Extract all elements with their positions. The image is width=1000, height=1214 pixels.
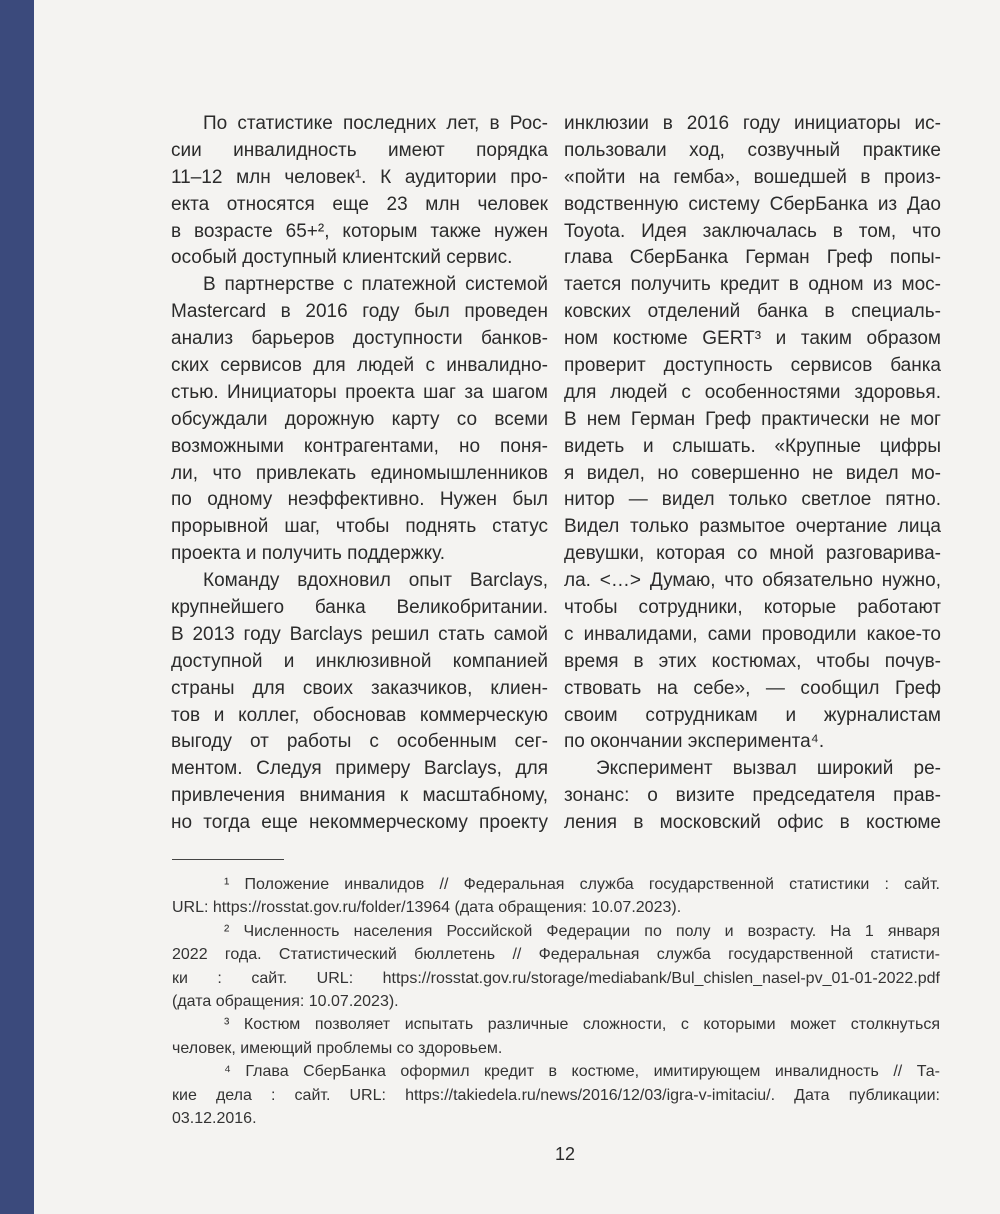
text-line: ствовать на себе», — сообщил Греф (564, 677, 941, 699)
footnote (172, 1013, 940, 1060)
text-line: инклюзии в 2016 году инициаторы ис- (564, 113, 941, 134)
text-line: (дата обращения: 10.07.2023). (172, 992, 399, 1010)
footnote (172, 873, 940, 920)
text-line: время в этих костюмах, чтобы почув- (564, 650, 941, 672)
text-line: Команду вдохновил опыт Barclays, (203, 570, 548, 592)
text-line: кие дела : сайт. URL: https://takiedela.ru/news/2016/12/03/igra-v-imitaciu/. Дата публикации: (172, 1086, 940, 1104)
text-line: екта относятся еще 23 млн человек (171, 193, 548, 215)
text-line: ковских отделений банка в специаль- (564, 301, 941, 323)
text-line: водственную систему СберБанка из Дао (564, 193, 941, 215)
text-line: Эксперимент вызвал широкий ре- (596, 758, 941, 780)
text-line: ¹ Положение инвалидов // Федеральная служба государственной статистики : сайт. (224, 876, 940, 893)
text-line: глава СберБанка Герман Греф попы- (564, 247, 941, 269)
text-line: ления в московский офис в костюме (564, 812, 941, 834)
paragraph (171, 111, 548, 272)
text-line: ³ Костюм позволяет испытать различные сложности, с которыми может столкнуться (224, 1016, 940, 1034)
text-line: чтобы сотрудники, которые работают (564, 597, 941, 619)
text-line: Toyota. Идея заключалась в том, что (564, 220, 941, 242)
text-line: В 2013 году Barclays решил стать самой (171, 623, 548, 645)
text-line: нитор — видел только светлое пятно. (564, 489, 941, 511)
text-line: возможными контрагентами, но поня- (171, 435, 548, 457)
text-line: видеть и слышать. «Крупные цифры (564, 435, 941, 457)
text-line: прорывной шаг, чтобы поднять статус (171, 516, 548, 538)
text-line: в возрасте 65+², которым также нужен (171, 220, 548, 242)
text-line: «пойти на гемба», вошедшей в произ- (564, 166, 941, 188)
paragraph (171, 568, 548, 837)
text-line: ла. <…> Думаю, что обязательно нужно, (564, 570, 941, 592)
text-line: пользовали ход, созвучный практике (564, 139, 941, 161)
text-line: но тогда еще некоммерческому проекту (171, 812, 548, 834)
text-line: своим сотрудникам и журналистам (564, 704, 941, 726)
text-line: зонанс: о визите председателя прав- (564, 785, 941, 807)
text-line: доступной и инклюзивной компанией (171, 650, 548, 672)
paragraph (564, 111, 941, 756)
footnote (172, 1060, 940, 1130)
text-line: с инвалидами, сами проводили какое-то (564, 623, 941, 645)
text-line: крупнейшего банка Великобритании. (171, 597, 548, 619)
text-line: стью. Инициаторы проекта шаг за шагом (171, 381, 548, 403)
text-line: по одному неэффективно. Нужен был (171, 489, 548, 511)
text-line: по окончании эксперимента⁴. (564, 731, 825, 753)
book-spine-band (0, 0, 34, 1214)
left-column (171, 111, 548, 837)
text-line: 03.12.2016. (172, 1109, 257, 1127)
text-line: привлечения внимания к масштабному, (171, 785, 548, 807)
text-line: URL: https://rosstat.gov.ru/folder/13964 (дата обращения: 10.07.2023). (172, 899, 682, 917)
text-line: ли, что привлекать единомышленников (171, 462, 548, 484)
text-line: В нем Герман Греф практически не мог (564, 408, 941, 430)
text-line: особый доступный клиентский сервис. (171, 247, 513, 269)
footnote (172, 920, 940, 1014)
right-column (564, 111, 941, 837)
text-line: для людей с особенностями здоровья. (564, 381, 941, 403)
text-line: Mastercard в 2016 году был проведен (171, 301, 548, 323)
text-line: проекта и получить поддержку. (171, 543, 446, 565)
text-line: тов и коллег, обосновав коммерческую (171, 704, 548, 726)
text-line: девушки, которая со мной разговарива- (564, 543, 941, 565)
text-line: проверит доступность сервисов банка (564, 355, 941, 377)
text-line: ном костюме GERT³ и таким образом (564, 328, 941, 350)
text-line: ² Численность населения Российской Федерации по полу и возрасту. На 1 января (224, 922, 940, 940)
text-line: 11–12 млн человек¹. К аудитории про- (171, 166, 548, 188)
text-line: человек, имеющий проблемы со здоровьем. (172, 1039, 503, 1057)
page-number: 12 (554, 1144, 576, 1164)
text-line: 2022 года. Статистический бюллетень // Федеральная служба государственной статисти- (172, 946, 940, 964)
text-line: Видел только размытое очертание лица (564, 516, 941, 538)
text-line: обсуждали дорожную карту со всеми (171, 408, 548, 430)
text-line: я видел, но совершенно не видел мо- (564, 462, 941, 484)
footnotes (172, 873, 940, 1130)
paragraph (171, 272, 548, 568)
footnote-separator (172, 859, 284, 860)
text-line: тается получить кредит в одном из мос- (564, 274, 941, 296)
paragraph (564, 756, 941, 837)
text-line: ментом. Следуя примеру Barclays, для (171, 758, 548, 780)
text-line: ских сервисов для людей с инвалидно- (171, 355, 548, 377)
text-line: сии инвалидность имеют порядка (171, 139, 548, 161)
text-line: ки : сайт. URL: https://rosstat.gov.ru/storage/mediabank/Bul_chislen_nasel-pv_01-01-2022.pdf (172, 969, 940, 987)
text-line: выгоду от работы с особенным сег- (171, 731, 548, 753)
text-line: страны для своих заказчиков, клиен- (171, 677, 548, 699)
text-line: В партнерстве с платежной системой (203, 274, 548, 296)
text-line: анализ барьеров доступности банков- (171, 328, 548, 350)
text-line: ⁴ Глава СберБанка оформил кредит в костюме, имитирующем инвалидность // Та- (224, 1063, 940, 1081)
text-line: По статистике последних лет, в Рос- (203, 113, 548, 134)
